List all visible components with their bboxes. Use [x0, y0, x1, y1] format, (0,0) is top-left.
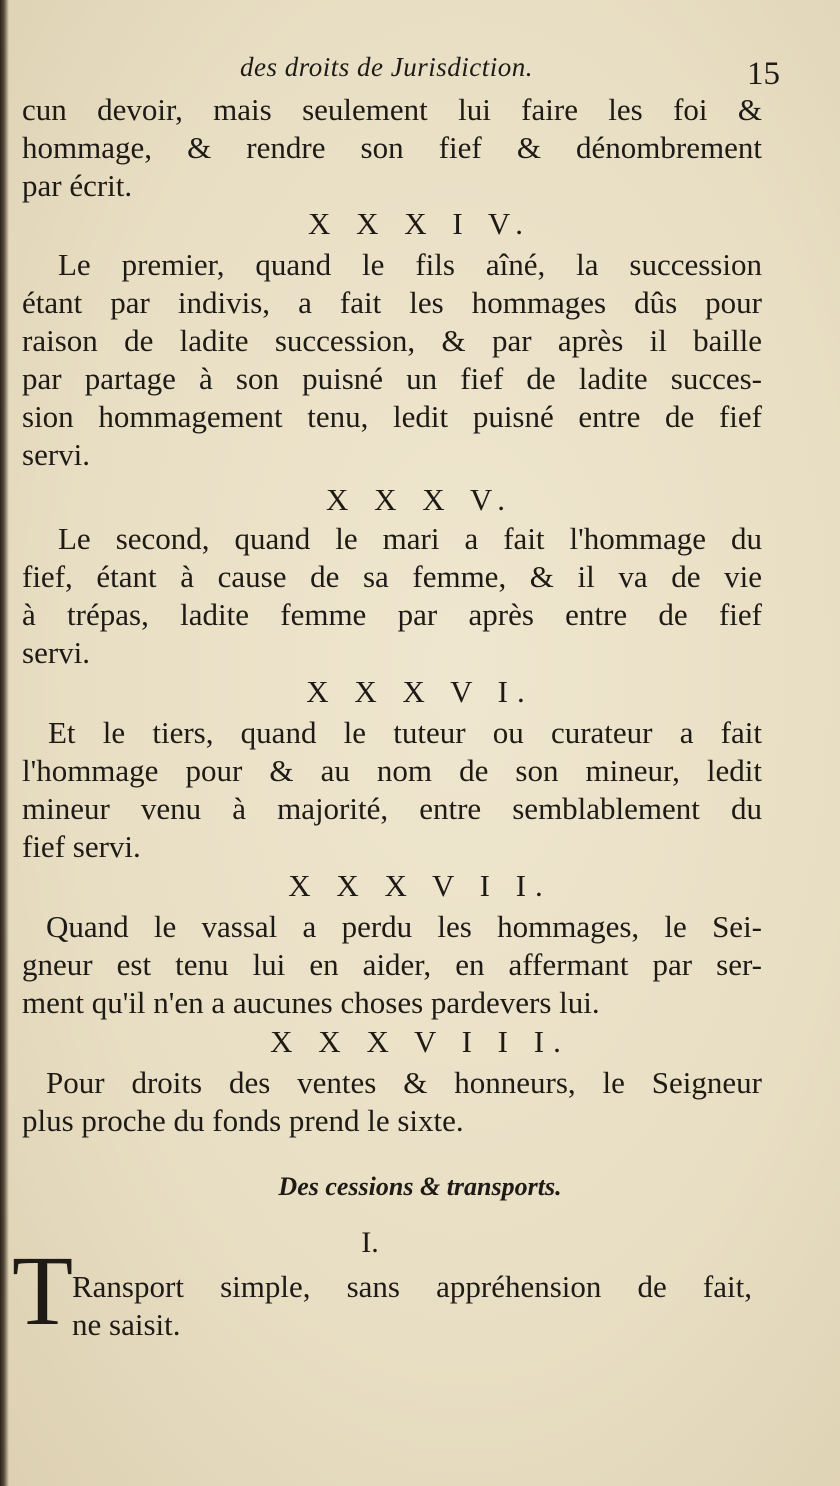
- page-header: [20, 48, 780, 92]
- drop-cap: T: [12, 1235, 74, 1346]
- text-line: servi.: [22, 437, 91, 472]
- text-line: Pour droits des ventes & honneurs, le Seigneur: [46, 1065, 762, 1100]
- text-line: l'hommage pour & au nom de son mineur, ledit: [22, 753, 762, 788]
- text-line: Ransport simple, sans appréhension de fait,: [72, 1269, 752, 1304]
- article-heading: X X X V.: [326, 482, 514, 517]
- text-line: gneur est tenu lui en aider, en affermant par ser-: [22, 947, 762, 982]
- text-line: cun devoir, mais seulement lui faire les foi &: [22, 92, 762, 127]
- text-line: ne saisit.: [72, 1307, 181, 1342]
- text-line: servi.: [22, 635, 91, 670]
- article-heading: X X X V I I I.: [270, 1024, 570, 1059]
- text-line: ment qu'il n'en a aucunes choses pardevers lui.: [22, 985, 600, 1020]
- text-line: Quand le vassal a perdu les hommages, le Sei-: [46, 909, 762, 944]
- running-head: des droits de Jurisdiction.: [240, 52, 533, 82]
- article-heading: X X X I V.: [307, 206, 533, 241]
- text-line: à trépas, ladite femme par après entre de fief: [22, 597, 762, 632]
- article-heading: X X X V I I.: [288, 868, 552, 903]
- text-line: Le second, quand le mari a fait l'hommage du: [58, 521, 762, 556]
- section-article-number: I.: [361, 1226, 379, 1259]
- page-number: 15: [747, 56, 780, 92]
- section-title: Des cessions & transports.: [278, 1172, 562, 1201]
- article-heading: X X X V I.: [306, 674, 534, 709]
- text-line: Et le tiers, quand le tuteur ou curateur a fait: [48, 715, 762, 750]
- text-line: fief, étant à cause de sa femme, & il va de vie: [22, 559, 762, 594]
- text-line: par écrit.: [22, 168, 133, 203]
- text-line: sion hommagement tenu, ledit puisné entre de fief: [22, 399, 762, 434]
- text-line: hommage, & rendre son fief & dénombrement: [22, 130, 762, 165]
- text-line: par partage à son puisné un fief de ladite succes-: [22, 361, 762, 396]
- text-line: étant par indivis, a fait les hommages dûs pour: [22, 285, 762, 320]
- text-line: plus proche du fonds prend le sixte.: [22, 1103, 464, 1138]
- text-line: mineur venu à majorité, entre semblablement du: [22, 791, 762, 826]
- text-line: fief servi.: [22, 829, 141, 864]
- text-line: Le premier, quand le fils aîné, la succession: [58, 247, 762, 282]
- text-line: raison de ladite succession, & par après il baille: [22, 323, 762, 358]
